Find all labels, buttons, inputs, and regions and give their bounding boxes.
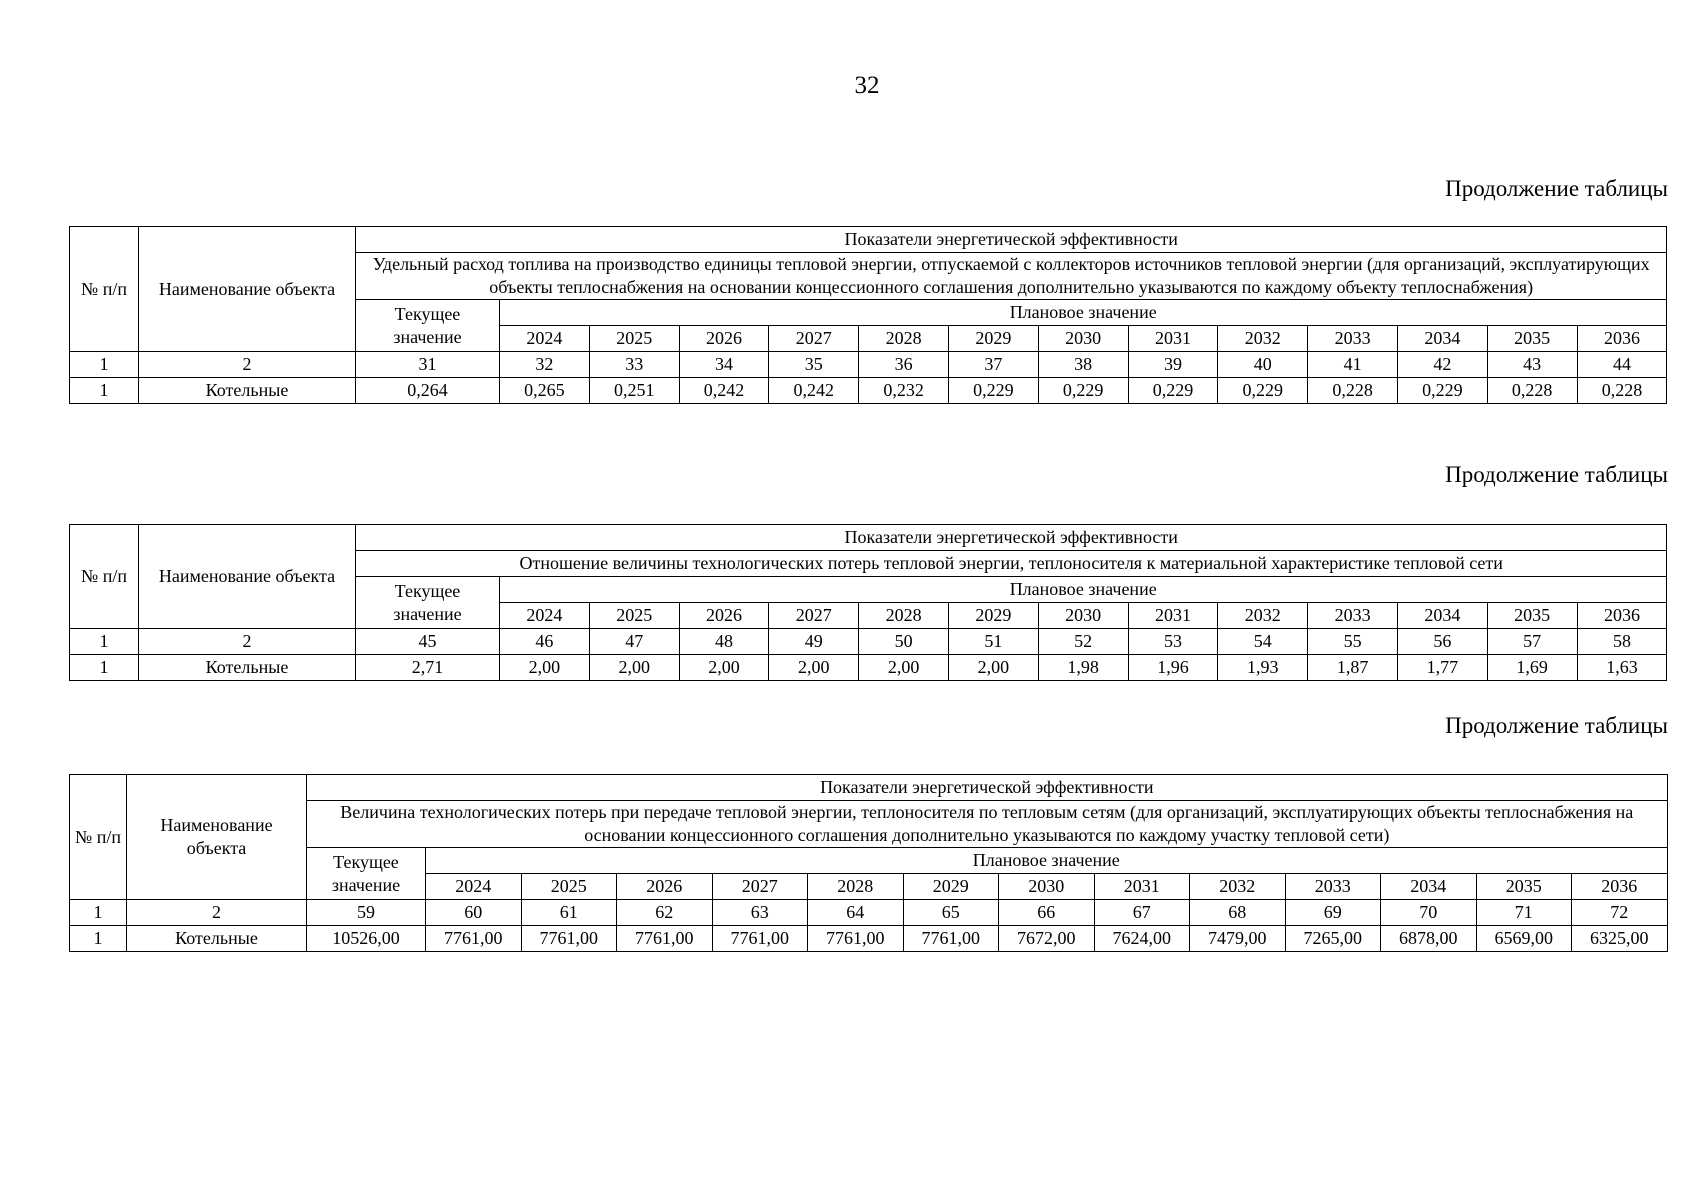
year-cell: 2027 bbox=[769, 603, 859, 629]
data-cell: 6569,00 bbox=[1476, 926, 1572, 952]
data-cell: 1,87 bbox=[1308, 655, 1398, 681]
column-number-cell: 56 bbox=[1397, 629, 1487, 655]
data-cell: 0,228 bbox=[1308, 378, 1398, 404]
year-cell: 2025 bbox=[589, 603, 679, 629]
data-cell: 0,264 bbox=[356, 378, 500, 404]
year-cell: 2029 bbox=[903, 874, 999, 900]
column-number-row bbox=[70, 352, 1667, 378]
column-number-cell: 34 bbox=[679, 352, 769, 378]
table-header-row bbox=[70, 227, 1667, 253]
data-cell: 0,229 bbox=[1397, 378, 1487, 404]
column-number-cell: 72 bbox=[1572, 900, 1668, 926]
data-cell: 1 bbox=[70, 655, 139, 681]
column-number-cell: 61 bbox=[521, 900, 617, 926]
year-cell: 2036 bbox=[1577, 603, 1667, 629]
table-row bbox=[70, 378, 1667, 404]
column-number-cell: 55 bbox=[1308, 629, 1398, 655]
data-cell: 0,232 bbox=[859, 378, 949, 404]
column-number-cell: 50 bbox=[859, 629, 949, 655]
column-number-cell: 63 bbox=[712, 900, 808, 926]
data-cell: 0,229 bbox=[1128, 378, 1218, 404]
year-cell: 2024 bbox=[500, 603, 590, 629]
data-cell: Котельные bbox=[127, 926, 307, 952]
year-cell: 2034 bbox=[1381, 874, 1477, 900]
header-current: Текущее значение bbox=[356, 577, 500, 629]
column-number-cell: 2 bbox=[139, 629, 356, 655]
column-number-cell: 70 bbox=[1381, 900, 1477, 926]
data-cell: 0,242 bbox=[769, 378, 859, 404]
year-cell: 2033 bbox=[1285, 874, 1381, 900]
header-group-title: Показатели энергетической эффективности bbox=[356, 525, 1667, 551]
data-cell: 1,98 bbox=[1038, 655, 1128, 681]
year-cell: 2029 bbox=[948, 326, 1038, 352]
year-cell: 2032 bbox=[1218, 603, 1308, 629]
year-cell: 2029 bbox=[948, 603, 1038, 629]
column-number-cell: 41 bbox=[1308, 352, 1398, 378]
year-cell: 2026 bbox=[617, 874, 713, 900]
energy-table-2 bbox=[69, 524, 1667, 681]
table-header-row bbox=[70, 775, 1668, 801]
energy-table-1 bbox=[69, 226, 1667, 404]
column-number-cell: 64 bbox=[808, 900, 904, 926]
year-cell: 2036 bbox=[1577, 326, 1667, 352]
header-current: Текущее значение bbox=[356, 300, 500, 352]
header-group-title: Показатели энергетической эффективности bbox=[307, 775, 1668, 801]
column-number-cell: 35 bbox=[769, 352, 859, 378]
page-number: 32 bbox=[854, 72, 880, 99]
continuation-label: Продолжение таблицы bbox=[1445, 713, 1668, 738]
year-cell: 2028 bbox=[859, 603, 949, 629]
year-cell: 2034 bbox=[1397, 603, 1487, 629]
energy-table-3 bbox=[69, 774, 1668, 952]
data-cell: 1,69 bbox=[1487, 655, 1577, 681]
data-cell: 7672,00 bbox=[999, 926, 1095, 952]
year-cell: 2035 bbox=[1487, 603, 1577, 629]
data-cell: 1,93 bbox=[1218, 655, 1308, 681]
year-cell: 2031 bbox=[1128, 603, 1218, 629]
year-cell: 2027 bbox=[769, 326, 859, 352]
column-number-cell: 42 bbox=[1397, 352, 1487, 378]
year-cell: 2024 bbox=[500, 326, 590, 352]
data-cell: 1,63 bbox=[1577, 655, 1667, 681]
column-number-cell: 38 bbox=[1038, 352, 1128, 378]
year-cell: 2026 bbox=[679, 603, 769, 629]
column-number-cell: 59 bbox=[307, 900, 426, 926]
column-number-cell: 2 bbox=[127, 900, 307, 926]
data-cell: 0,228 bbox=[1487, 378, 1577, 404]
table-header-row bbox=[70, 525, 1667, 551]
continuation-label: Продолжение таблицы bbox=[1445, 176, 1668, 201]
column-number-cell: 67 bbox=[1094, 900, 1190, 926]
data-cell: 6878,00 bbox=[1381, 926, 1477, 952]
column-number-cell: 2 bbox=[139, 352, 356, 378]
data-cell: 6325,00 bbox=[1572, 926, 1668, 952]
data-cell: 0,265 bbox=[500, 378, 590, 404]
column-number-cell: 58 bbox=[1577, 629, 1667, 655]
column-number-cell: 65 bbox=[903, 900, 999, 926]
data-cell: 1 bbox=[70, 378, 139, 404]
year-cell: 2035 bbox=[1476, 874, 1572, 900]
year-cell: 2031 bbox=[1128, 326, 1218, 352]
year-cell: 2030 bbox=[1038, 603, 1128, 629]
data-cell: 7265,00 bbox=[1285, 926, 1381, 952]
column-number-cell: 45 bbox=[356, 629, 500, 655]
data-cell: 0,229 bbox=[1218, 378, 1308, 404]
year-cell: 2028 bbox=[859, 326, 949, 352]
header-planned: Плановое значение bbox=[500, 577, 1667, 603]
data-cell: 1,77 bbox=[1397, 655, 1487, 681]
column-number-cell: 54 bbox=[1218, 629, 1308, 655]
data-cell: 10526,00 bbox=[307, 926, 426, 952]
data-cell: 7761,00 bbox=[521, 926, 617, 952]
header-indicator: Удельный расход топлива на производство единицы тепловой энергии, отпускаемой с коллекторов источников тепловой энергии (для организаций, эксплуатирующих объекты теплоснабжения на основании концессионного соглашения дополнительно указываются по каждому объекту теплоснабжения) bbox=[356, 253, 1667, 300]
year-cell: 2024 bbox=[426, 874, 522, 900]
column-number-cell: 43 bbox=[1487, 352, 1577, 378]
data-cell: 2,71 bbox=[356, 655, 500, 681]
column-number-cell: 71 bbox=[1476, 900, 1572, 926]
table-header-row bbox=[70, 801, 1668, 848]
header-planned: Плановое значение bbox=[500, 300, 1667, 326]
header-indicator: Величина технологических потерь при передаче тепловой энергии, теплоносителя по тепловым сетям (для организаций, эксплуатирующих объекты теплоснабжения на основании концессионного соглашения дополнительно указываются по каждому участку тепловой сети) bbox=[307, 801, 1668, 848]
data-cell: 0,242 bbox=[679, 378, 769, 404]
continuation-label: Продолжение таблицы bbox=[1445, 462, 1668, 487]
year-cell: 2033 bbox=[1308, 603, 1398, 629]
data-cell: 7761,00 bbox=[808, 926, 904, 952]
data-cell: 7761,00 bbox=[712, 926, 808, 952]
header-current: Текущее значение bbox=[307, 848, 426, 900]
header-num: № п/п bbox=[70, 525, 139, 629]
column-number-cell: 53 bbox=[1128, 629, 1218, 655]
year-cell: 2030 bbox=[999, 874, 1095, 900]
data-cell: 7624,00 bbox=[1094, 926, 1190, 952]
year-cell: 2025 bbox=[589, 326, 679, 352]
table-row bbox=[70, 926, 1668, 952]
column-number-cell: 44 bbox=[1577, 352, 1667, 378]
data-cell: 7761,00 bbox=[617, 926, 713, 952]
column-number-cell: 51 bbox=[948, 629, 1038, 655]
data-cell: 2,00 bbox=[948, 655, 1038, 681]
column-number-cell: 68 bbox=[1190, 900, 1286, 926]
data-cell: 2,00 bbox=[859, 655, 949, 681]
column-number-cell: 69 bbox=[1285, 900, 1381, 926]
column-number-cell: 47 bbox=[589, 629, 679, 655]
column-number-cell: 36 bbox=[859, 352, 949, 378]
column-number-cell: 32 bbox=[500, 352, 590, 378]
data-cell: 0,229 bbox=[948, 378, 1038, 404]
year-cell: 2030 bbox=[1038, 326, 1128, 352]
data-cell: 1 bbox=[70, 926, 127, 952]
header-group-title: Показатели энергетической эффективности bbox=[356, 227, 1667, 253]
column-number-cell: 60 bbox=[426, 900, 522, 926]
year-cell: 2031 bbox=[1094, 874, 1190, 900]
column-number-cell: 39 bbox=[1128, 352, 1218, 378]
year-cell: 2033 bbox=[1308, 326, 1398, 352]
year-cell: 2027 bbox=[712, 874, 808, 900]
year-cell: 2036 bbox=[1572, 874, 1668, 900]
column-number-cell: 37 bbox=[948, 352, 1038, 378]
year-cell: 2034 bbox=[1397, 326, 1487, 352]
column-number-cell: 57 bbox=[1487, 629, 1577, 655]
column-number-cell: 52 bbox=[1038, 629, 1128, 655]
header-indicator: Отношение величины технологических потерь тепловой энергии, теплоносителя к материальной характеристике тепловой сети bbox=[356, 551, 1667, 577]
table-header-row bbox=[70, 848, 1668, 874]
column-number-cell: 1 bbox=[70, 900, 127, 926]
year-cell: 2025 bbox=[521, 874, 617, 900]
header-name: Наименование объекта bbox=[139, 525, 356, 629]
column-number-cell: 40 bbox=[1218, 352, 1308, 378]
year-cell: 2032 bbox=[1218, 326, 1308, 352]
year-cell: 2026 bbox=[679, 326, 769, 352]
data-cell: 0,251 bbox=[589, 378, 679, 404]
data-cell: Котельные bbox=[139, 378, 356, 404]
year-cell: 2035 bbox=[1487, 326, 1577, 352]
data-cell: Котельные bbox=[139, 655, 356, 681]
column-number-cell: 46 bbox=[500, 629, 590, 655]
header-name: Наименование объекта bbox=[139, 227, 356, 352]
data-cell: 0,228 bbox=[1577, 378, 1667, 404]
data-cell: 2,00 bbox=[589, 655, 679, 681]
column-number-cell: 66 bbox=[999, 900, 1095, 926]
column-number-cell: 1 bbox=[70, 352, 139, 378]
data-cell: 2,00 bbox=[500, 655, 590, 681]
column-number-cell: 31 bbox=[356, 352, 500, 378]
data-cell: 7761,00 bbox=[903, 926, 999, 952]
year-cell: 2028 bbox=[808, 874, 904, 900]
header-name: Наименование объекта bbox=[127, 775, 307, 900]
year-cell: 2032 bbox=[1190, 874, 1286, 900]
column-number-row bbox=[70, 629, 1667, 655]
data-cell: 7479,00 bbox=[1190, 926, 1286, 952]
column-number-cell: 48 bbox=[679, 629, 769, 655]
data-cell: 2,00 bbox=[769, 655, 859, 681]
table-row bbox=[70, 655, 1667, 681]
data-cell: 7761,00 bbox=[426, 926, 522, 952]
header-num: № п/п bbox=[70, 227, 139, 352]
data-cell: 2,00 bbox=[679, 655, 769, 681]
column-number-row bbox=[70, 900, 1668, 926]
header-num: № п/п bbox=[70, 775, 127, 900]
data-cell: 0,229 bbox=[1038, 378, 1128, 404]
data-cell: 1,96 bbox=[1128, 655, 1218, 681]
column-number-cell: 1 bbox=[70, 629, 139, 655]
column-number-cell: 62 bbox=[617, 900, 713, 926]
column-number-cell: 33 bbox=[589, 352, 679, 378]
header-planned: Плановое значение bbox=[426, 848, 1668, 874]
column-number-cell: 49 bbox=[769, 629, 859, 655]
